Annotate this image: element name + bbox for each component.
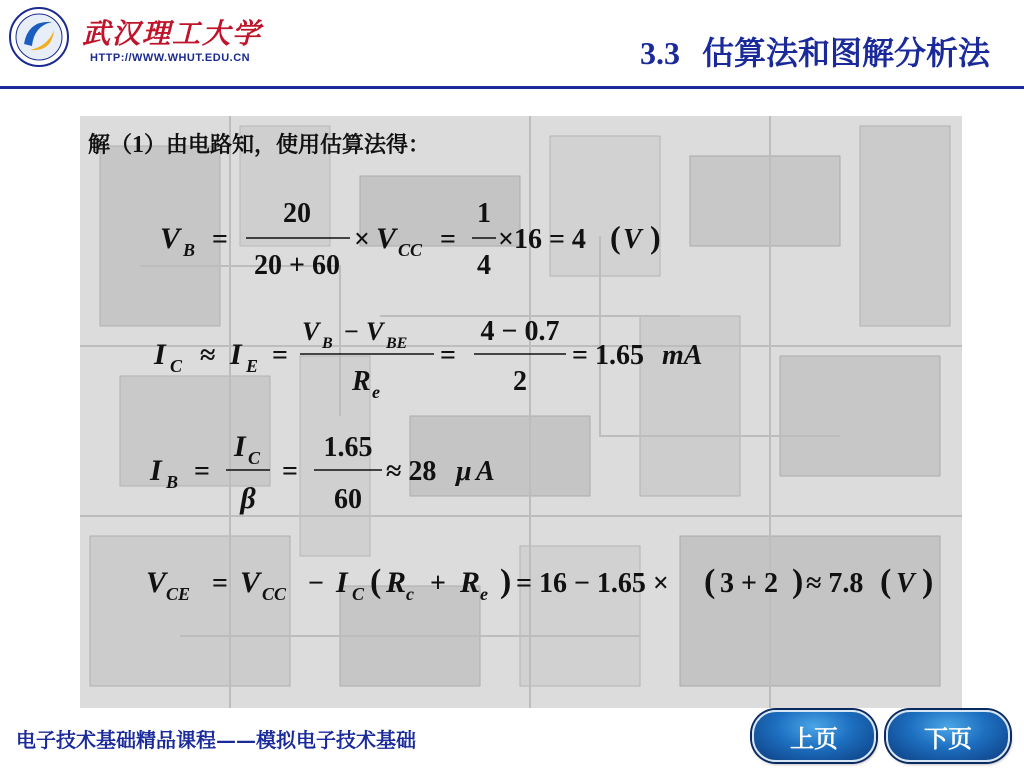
vce-unit-close: ): [922, 563, 934, 600]
equation-vce: [146, 563, 933, 604]
ib-equals: =: [194, 456, 210, 487]
vb-lhs-sub: B: [183, 240, 196, 260]
vce-lhs-sub: CE: [166, 584, 191, 604]
ib-den-beta: β: [240, 482, 256, 515]
previous-page-button[interactable]: 上页: [752, 710, 876, 762]
ib-lhs-sub: B: [166, 472, 179, 492]
section-number: 3.3: [639, 35, 680, 71]
equation-ib: [149, 430, 495, 515]
vb-rhs: ×16 = 4: [498, 224, 586, 255]
vb-lhs: V: [160, 222, 181, 255]
vb-frac2-den: 4: [477, 250, 491, 281]
ic-rhs: = 1.65: [572, 340, 644, 371]
university-url: HTTP://WWW.WHUT.EDU.CN: [90, 52, 251, 64]
vce-ic: I: [336, 566, 348, 599]
intro-prefix: 解（: [88, 132, 133, 158]
vce-lhs: V: [146, 566, 167, 599]
vb-times: ×: [354, 224, 370, 255]
ib-frac2-num: 1.65: [323, 432, 373, 463]
vce-unit: V: [896, 568, 915, 599]
ic-ie: I: [230, 338, 242, 371]
vce-re: R: [460, 566, 481, 599]
ic-equals: =: [272, 340, 288, 371]
course-title: 电子技术基础精品课程——模拟电子技术基础: [16, 728, 416, 752]
vb-paren-close: ): [650, 219, 661, 255]
vce-minus: −: [308, 568, 324, 599]
ic-ie-sub: E: [246, 356, 259, 376]
vce-paren-close: ): [500, 563, 512, 600]
equation-vb: [160, 198, 661, 281]
ic-frac2-num: 4 − 0.7: [480, 316, 560, 347]
intro-suffix: ）由电路知，使用估算法得：: [144, 132, 431, 158]
section-title-text: 估算法和图解分析法: [701, 34, 990, 72]
vce-vcc: V: [240, 566, 261, 599]
vce-rc: R: [386, 566, 407, 599]
ic-den-r: R: [352, 366, 371, 397]
ic-num-vb: V: [302, 317, 320, 346]
ib-equals-2: =: [282, 456, 298, 487]
ic-equals-2: =: [440, 340, 456, 371]
ic-num-vbe: V: [366, 317, 384, 346]
vce-plus: +: [430, 568, 446, 599]
ib-num-ic: I: [234, 430, 246, 463]
intro-number: 1: [132, 132, 145, 158]
vb-paren-open: (: [610, 219, 621, 255]
vce-unit-open: (: [880, 563, 892, 600]
vb-vcc-sub: CC: [398, 240, 423, 260]
vb-vcc: V: [376, 222, 397, 255]
vce-group-open: (: [704, 563, 716, 600]
ic-lhs: I: [154, 338, 166, 371]
ic-frac2-den: 2: [513, 366, 527, 397]
ic-lhs-sub: C: [170, 356, 183, 376]
ic-approx: ≈: [200, 340, 216, 371]
ic-num-vb-sub: B: [322, 335, 333, 352]
vce-re-sub: e: [480, 584, 488, 604]
ib-frac2-den: 60: [334, 484, 362, 515]
vce-ic-sub: C: [352, 584, 365, 604]
ib-unit-mu: μ: [456, 456, 472, 487]
vce-paren-open: (: [370, 563, 382, 600]
vb-unit: V: [623, 224, 642, 255]
next-page-button[interactable]: 下页: [886, 710, 1010, 762]
vce-vcc-sub: CC: [262, 584, 287, 604]
vb-frac1-num: 20: [283, 198, 311, 229]
vce-group: 3 + 2: [720, 568, 778, 599]
ic-num-minus: −: [344, 317, 359, 346]
ib-num-ic-sub: C: [248, 448, 261, 468]
ib-lhs: I: [150, 454, 162, 487]
vb-equals-2: =: [440, 224, 456, 255]
vb-frac2-num: 1: [477, 198, 491, 229]
university-name-logo: 武汉理工大学: [82, 17, 263, 50]
equation-ic: [153, 316, 702, 402]
ic-unit: mA: [662, 340, 703, 371]
vb-frac1-den: 20 + 60: [254, 250, 340, 281]
ic-num-vbe-sub: BE: [386, 335, 408, 352]
vce-rc-sub: c: [406, 584, 414, 604]
ib-unit: A: [476, 456, 495, 487]
vce-approx: ≈ 7.8: [806, 568, 864, 599]
ic-den-r-sub: e: [372, 382, 380, 402]
vce-group-close: ): [792, 563, 804, 600]
ib-rhs: ≈ 28: [386, 456, 437, 487]
vb-equals: =: [212, 224, 228, 255]
vce-rhs: = 16 − 1.65 ×: [516, 568, 669, 599]
vce-equals: =: [212, 568, 228, 599]
